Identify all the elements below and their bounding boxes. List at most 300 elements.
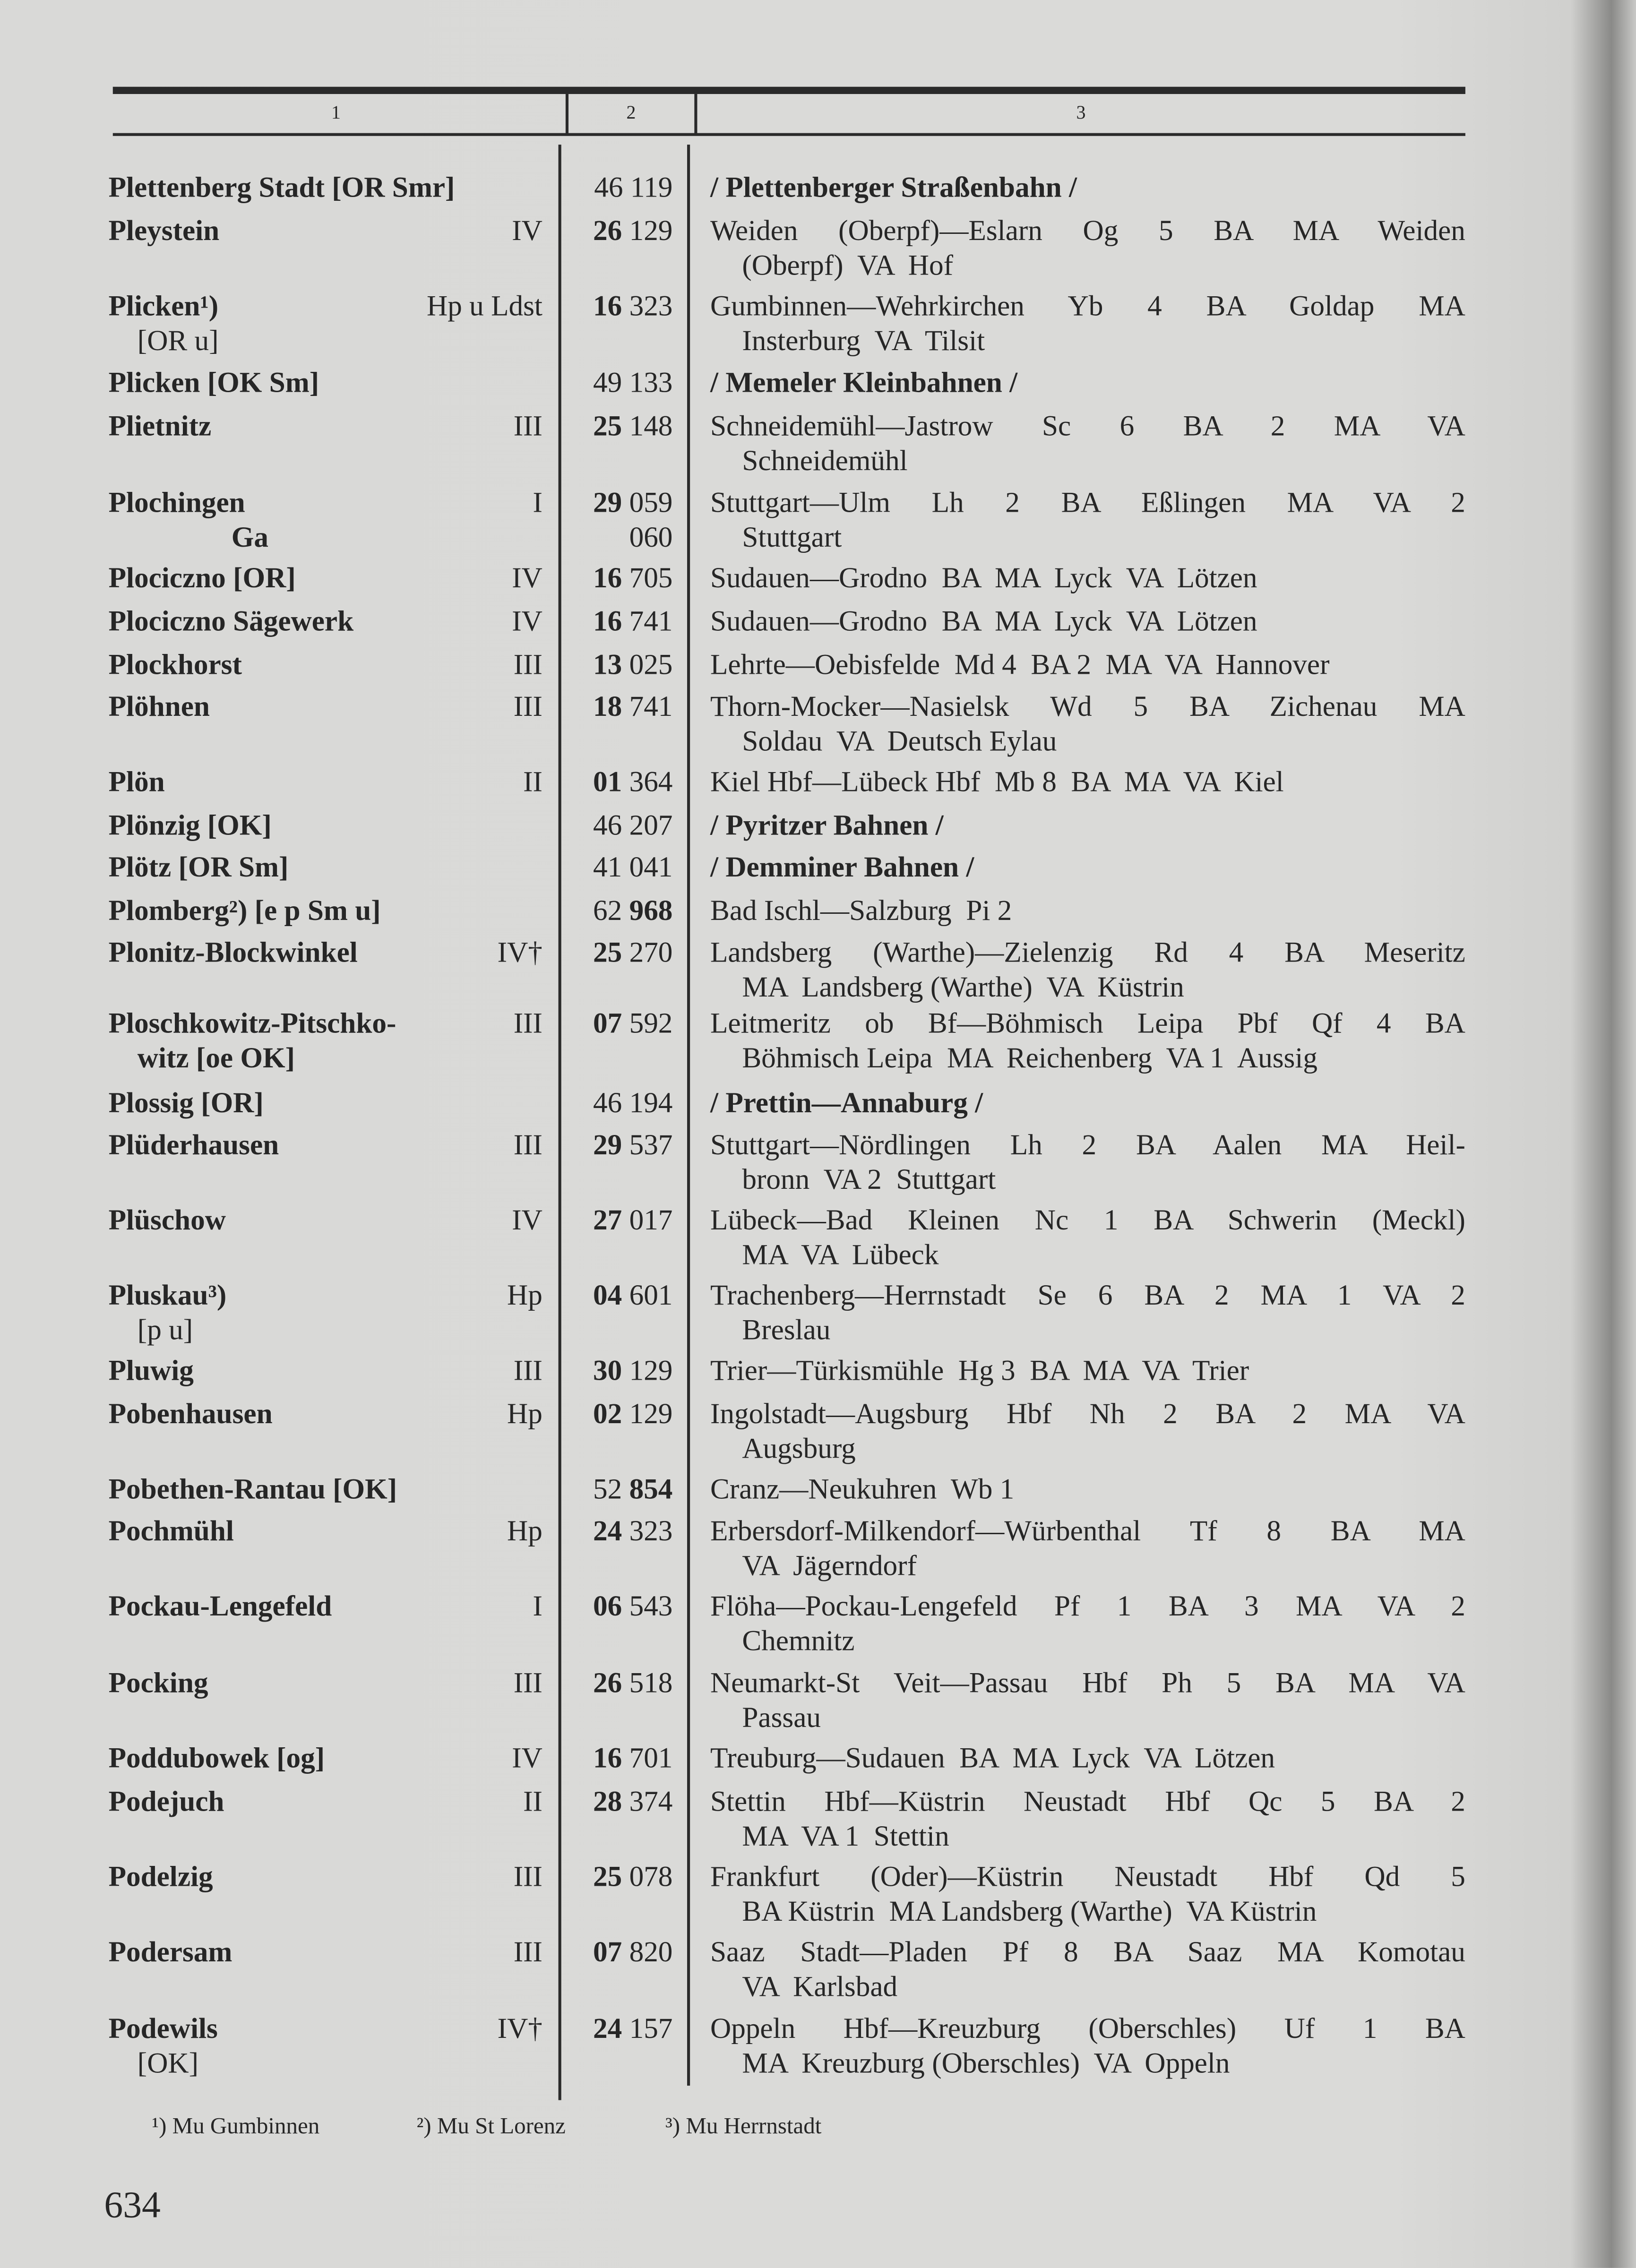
station-class: III xyxy=(513,1936,542,1969)
station-name-line: Plicken [OK Sm] xyxy=(108,367,319,399)
number-suffix: 017 xyxy=(629,1204,673,1237)
route-description-line: Chemnitz xyxy=(742,1625,855,1658)
station-name-line: witz [oe OK] xyxy=(137,1043,295,1075)
route-description xyxy=(710,765,1465,799)
header-bottom-rule xyxy=(113,133,1465,136)
number-suffix: 518 xyxy=(629,1667,673,1700)
route-description-line: Sudauen—Grodno BA MA Lyck VA Lötzen xyxy=(710,562,1257,595)
station-number xyxy=(571,765,672,799)
station-class: III xyxy=(513,1008,542,1040)
station-name-line: Plüderhausen xyxy=(108,1129,279,1162)
number-suffix: 968 xyxy=(629,895,673,928)
route-description-line: / Plettenberger Straßenbahn / xyxy=(710,172,1077,204)
station-class: III xyxy=(513,411,542,443)
route-description xyxy=(710,1279,1465,1348)
route-description xyxy=(710,936,1465,1005)
number-prefix: 29 xyxy=(593,1129,629,1162)
route-description xyxy=(710,1397,1465,1467)
station-name-line: [OR u] xyxy=(137,325,219,358)
station-name-line: Pobethen-Rantau [OK] xyxy=(108,1474,397,1506)
station-number-line xyxy=(571,894,672,928)
station-name xyxy=(109,1514,542,1549)
number-suffix: 323 xyxy=(629,291,673,323)
station-name xyxy=(109,1128,542,1163)
route-description xyxy=(710,409,1465,479)
number-suffix: 820 xyxy=(629,1936,673,1969)
station-number xyxy=(571,1128,672,1163)
station-name xyxy=(109,171,542,205)
station-name xyxy=(109,1472,542,1507)
number-suffix: 129 xyxy=(629,1399,673,1431)
number-prefix: 25 xyxy=(593,1861,629,1893)
route-description-line: / Memeler Kleinbahnen / xyxy=(710,367,1018,399)
station-name-line: Pocking xyxy=(108,1667,208,1700)
route-description-line: BA Küstrin MA Landsberg (Warthe) VA Küstrin xyxy=(742,1896,1317,1928)
number-prefix: 26 xyxy=(593,215,629,248)
column-header-2: 2 xyxy=(626,101,636,123)
station-number xyxy=(571,1742,672,1776)
number-suffix: 194 xyxy=(629,1087,673,1120)
route-description xyxy=(710,850,1465,885)
station-number-line xyxy=(571,1666,672,1701)
number-prefix: 16 xyxy=(593,562,629,595)
station-number xyxy=(571,289,672,324)
number-suffix: 129 xyxy=(629,1355,673,1387)
station-number xyxy=(571,605,672,639)
number-prefix: 18 xyxy=(593,691,629,723)
route-description-line: Frankfurt (Oder)—Küstrin Neustadt Hbf Qd 5 xyxy=(710,1861,1465,1893)
station-class: III xyxy=(513,1861,542,1893)
station-number xyxy=(571,409,672,444)
station-number xyxy=(571,648,672,682)
route-description xyxy=(710,648,1465,682)
station-name-line: [OK] xyxy=(137,2048,199,2080)
station-number-line xyxy=(571,850,672,885)
route-description-line: Insterburg VA Tilsit xyxy=(742,325,985,358)
station-class: III xyxy=(513,691,542,723)
route-description-line: Gumbinnen—Wehrkirchen Yb 4 BA Goldap MA xyxy=(710,291,1465,323)
route-description-line: / Demminer Bahnen / xyxy=(710,851,974,884)
station-name-line: Plietnitz xyxy=(108,411,212,443)
route-description-line: Trier—Türkismühle Hg 3 BA MA VA Trier xyxy=(710,1355,1249,1387)
station-name xyxy=(109,1007,542,1076)
number-prefix: 46 xyxy=(593,1087,629,1120)
station-name xyxy=(109,1860,542,1895)
route-description xyxy=(710,690,1465,759)
number-suffix: 601 xyxy=(629,1280,673,1312)
station-name xyxy=(109,1935,542,1970)
number-suffix: 705 xyxy=(629,562,673,595)
station-number-line xyxy=(571,648,672,682)
station-name-line: Ploschkowitz-Pitschko- xyxy=(108,1008,396,1040)
route-description xyxy=(710,561,1465,596)
column-header-1: 1 xyxy=(331,101,341,123)
station-number xyxy=(571,1397,672,1432)
number-prefix: 25 xyxy=(593,937,629,969)
station-number-line xyxy=(571,2012,672,2046)
station-name-line: Pleystein xyxy=(108,215,220,248)
station-class: II xyxy=(523,766,542,799)
number-prefix: 52 xyxy=(593,1474,629,1506)
station-number-line xyxy=(571,409,672,444)
number-prefix: 04 xyxy=(593,1280,629,1312)
station-name xyxy=(109,2012,542,2081)
station-name xyxy=(109,894,542,928)
station-class: IV† xyxy=(497,2013,542,2045)
route-description xyxy=(710,894,1465,928)
number-suffix: 025 xyxy=(629,649,673,681)
footnote-1: ¹) Mu Gumbinnen xyxy=(152,2114,320,2139)
header-divider-2 xyxy=(694,94,697,135)
route-description xyxy=(710,808,1465,843)
station-number-line xyxy=(571,1935,672,1970)
station-number-line xyxy=(571,1203,672,1238)
station-number-line xyxy=(571,765,672,799)
number-suffix: 323 xyxy=(629,1516,673,1548)
number-suffix: 741 xyxy=(629,691,673,723)
route-description-line: MA VA 1 Stettin xyxy=(742,1821,949,1853)
route-description-line: MA VA Lübeck xyxy=(742,1239,939,1271)
number-prefix: 27 xyxy=(593,1204,629,1237)
station-name xyxy=(109,1742,542,1776)
column-header-3: 3 xyxy=(1076,101,1086,123)
station-name xyxy=(109,690,542,724)
number-suffix: 741 xyxy=(629,606,673,638)
route-description-line: Stuttgart—Ulm Lh 2 BA Eßlingen MA VA 2 xyxy=(710,487,1465,519)
station-number xyxy=(571,366,672,400)
station-number xyxy=(571,936,672,971)
station-number-line xyxy=(571,1860,672,1895)
station-number-line xyxy=(571,1785,672,1819)
number-prefix: 01 xyxy=(593,766,629,799)
station-name-line: Plonitz-Blockwinkel xyxy=(108,937,358,969)
station-name-line: Podejuch xyxy=(108,1786,224,1818)
route-description xyxy=(710,1589,1465,1659)
route-description xyxy=(710,214,1465,284)
route-description xyxy=(710,1785,1465,1854)
station-number-line xyxy=(571,936,672,971)
route-description xyxy=(710,486,1465,556)
station-name-line: Plomberg²) [e p Sm u] xyxy=(108,895,381,928)
station-name-line: Pochmühl xyxy=(108,1516,234,1548)
header-divider-1 xyxy=(566,94,568,135)
route-description-line: Trachenberg—Herrnstadt Se 6 BA 2 MA 1 VA 2 xyxy=(710,1280,1465,1312)
station-number xyxy=(571,1007,672,1041)
route-description-line: Neumarkt-St Veit—Passau Hbf Ph 5 BA MA VA xyxy=(710,1667,1465,1700)
station-number-line xyxy=(571,366,672,400)
station-number-line xyxy=(571,1589,672,1624)
route-description-line: Leitmeritz ob Bf—Böhmisch Leipa Pbf Qf 4 BA xyxy=(710,1008,1465,1040)
route-description xyxy=(710,1354,1465,1388)
station-name xyxy=(109,1785,542,1819)
route-description xyxy=(710,289,1465,359)
number-suffix: 129 xyxy=(629,215,673,248)
station-name-line: Podelzig xyxy=(108,1861,213,1893)
route-description-line: Ingolstadt—Augsburg Hbf Nh 2 BA 2 MA VA xyxy=(710,1399,1465,1431)
station-number-line xyxy=(571,1354,672,1388)
station-name xyxy=(109,409,542,444)
station-number xyxy=(571,1472,672,1507)
station-number xyxy=(571,894,672,928)
route-description-line: Lehrte—Oebisfelde Md 4 BA 2 MA VA Hannover xyxy=(710,649,1330,681)
station-name xyxy=(109,1279,542,1348)
station-class: I xyxy=(533,487,542,519)
route-description-line: Passau xyxy=(742,1702,821,1735)
route-description xyxy=(710,2012,1465,2081)
station-number-line xyxy=(571,1514,672,1549)
route-description-line: Saaz Stadt—Pladen Pf 8 BA Saaz MA Komotau xyxy=(710,1936,1465,1969)
station-number xyxy=(571,1514,672,1549)
number-suffix: 543 xyxy=(629,1591,673,1623)
number-prefix: 02 xyxy=(593,1399,629,1431)
number-prefix: 16 xyxy=(593,291,629,323)
route-description xyxy=(710,1007,1465,1076)
number-suffix: 854 xyxy=(629,1474,673,1506)
number-suffix: 207 xyxy=(629,810,673,842)
route-description-line: Treuburg—Sudauen BA MA Lyck VA Lötzen xyxy=(710,1743,1275,1775)
station-number xyxy=(571,1589,672,1624)
station-number xyxy=(571,1086,672,1121)
number-prefix: 16 xyxy=(593,606,629,638)
route-description xyxy=(710,1666,1465,1735)
route-description xyxy=(710,1128,1465,1198)
route-description-line: Soldau VA Deutsch Eylau xyxy=(742,726,1057,758)
station-name-line: Podersam xyxy=(108,1936,232,1969)
route-description xyxy=(710,366,1465,400)
number-prefix: 07 xyxy=(593,1936,629,1969)
number-suffix: 133 xyxy=(629,367,673,399)
route-description-line: Landsberg (Warthe)—Zielenzig Rd 4 BA Meseritz xyxy=(710,937,1465,969)
station-number xyxy=(571,1203,672,1238)
station-class: III xyxy=(513,1129,542,1162)
station-name xyxy=(109,808,542,843)
route-description-line: Breslau xyxy=(742,1314,831,1347)
station-class: Hp xyxy=(507,1399,542,1431)
station-class: III xyxy=(513,1667,542,1700)
number-prefix: 24 xyxy=(593,2013,629,2045)
station-name xyxy=(109,486,542,556)
station-class: Hp xyxy=(507,1280,542,1312)
number-prefix: 28 xyxy=(593,1786,629,1818)
station-number-line xyxy=(571,808,672,843)
footnote-3: ³) Mu Herrnstadt xyxy=(665,2114,822,2139)
station-name-line: Plön xyxy=(108,766,165,799)
number-prefix: 07 xyxy=(593,1008,629,1040)
number-suffix: 270 xyxy=(629,937,673,969)
number-prefix: 16 xyxy=(593,1743,629,1775)
station-name xyxy=(109,936,542,971)
station-name-line: Plönzig [OK] xyxy=(108,810,272,842)
number-prefix: 49 xyxy=(593,367,629,399)
route-description-line: Lübeck—Bad Kleinen Nc 1 BA Schwerin (Meckl) xyxy=(710,1204,1465,1237)
number-suffix: 364 xyxy=(629,766,673,799)
station-name xyxy=(109,1354,542,1388)
station-name xyxy=(109,605,542,639)
number-suffix: 701 xyxy=(629,1743,673,1775)
station-name xyxy=(109,1086,542,1121)
station-name-line: Poddubowek [og] xyxy=(108,1743,325,1775)
route-description xyxy=(710,1742,1465,1776)
station-class: III xyxy=(513,1355,542,1387)
route-description xyxy=(710,1472,1465,1507)
route-description-line: Erbersdorf-Milkendorf—Würbenthal Tf 8 BA MA xyxy=(710,1516,1465,1548)
station-name xyxy=(109,765,542,799)
number-prefix: 13 xyxy=(593,649,629,681)
station-class: II xyxy=(523,1786,542,1818)
station-number xyxy=(571,1354,672,1388)
column-divider-1 xyxy=(559,145,561,2100)
header-top-rule xyxy=(113,87,1465,94)
station-number-line xyxy=(571,605,672,639)
number-suffix: 041 xyxy=(629,851,673,884)
station-number-line xyxy=(571,1742,672,1776)
route-description xyxy=(710,1935,1465,2005)
number-prefix: 26 xyxy=(593,1667,629,1700)
station-number-line xyxy=(571,1279,672,1313)
station-name-line: Plociczno [OR] xyxy=(108,562,296,595)
station-number-line: 060 xyxy=(629,522,673,554)
station-name-line: Plossig [OR] xyxy=(108,1087,264,1120)
station-number-line xyxy=(571,214,672,249)
station-class: IV xyxy=(512,562,542,595)
station-number xyxy=(571,171,672,205)
number-prefix: 06 xyxy=(593,1591,629,1623)
number-suffix: 157 xyxy=(629,2013,673,2045)
station-name-line: Pluskau³) xyxy=(108,1280,227,1312)
station-number xyxy=(571,561,672,596)
station-name-line: Plicken¹) xyxy=(108,291,219,323)
route-description-line: / Prettin—Annaburg / xyxy=(710,1087,983,1120)
route-description xyxy=(710,171,1465,205)
number-prefix: 25 xyxy=(593,411,629,443)
number-suffix: 537 xyxy=(629,1129,673,1162)
station-name-line: Plochingen xyxy=(108,487,245,519)
station-number-line xyxy=(571,171,672,205)
number-prefix: 62 xyxy=(593,895,629,928)
station-name-line: Plöhnen xyxy=(108,691,210,723)
route-description-line: Oppeln Hbf—Kreuzburg (Oberschles) Uf 1 BA xyxy=(710,2013,1465,2045)
station-name xyxy=(109,1589,542,1624)
route-description-line: Sudauen—Grodno BA MA Lyck VA Lötzen xyxy=(710,606,1257,638)
station-name-line: Plüschow xyxy=(108,1204,226,1237)
footnote-2: ²) Mu St Lorenz xyxy=(416,2114,566,2139)
station-name xyxy=(109,1666,542,1701)
station-name xyxy=(109,366,542,400)
route-description-line: Stuttgart xyxy=(742,522,842,554)
station-name-line: Podewils xyxy=(108,2013,218,2045)
station-name-line: Plötz [OR Sm] xyxy=(108,851,289,884)
station-number-line xyxy=(571,690,672,724)
station-name-line: Plociczno Sägewerk xyxy=(108,606,354,638)
number-suffix: 148 xyxy=(629,411,673,443)
station-name xyxy=(109,648,542,682)
route-description-line: Cranz—Neukuhren Wb 1 xyxy=(710,1474,1015,1506)
station-number xyxy=(571,486,672,556)
station-class: IV† xyxy=(497,937,542,969)
station-class: I xyxy=(533,1591,542,1623)
station-number-line xyxy=(571,1007,672,1041)
station-class: IV xyxy=(512,215,542,248)
station-number xyxy=(571,214,672,249)
station-number-line xyxy=(571,1128,672,1163)
station-name-line: Pobenhausen xyxy=(108,1399,273,1431)
number-prefix: 46 xyxy=(594,172,630,204)
route-description-line: MA Landsberg (Warthe) VA Küstrin xyxy=(742,972,1184,1004)
number-prefix: 46 xyxy=(593,810,629,842)
route-description-line: Böhmisch Leipa MA Reichenberg VA 1 Aussig xyxy=(742,1043,1317,1075)
route-description xyxy=(710,1203,1465,1273)
route-description-line: / Pyritzer Bahnen / xyxy=(710,810,944,842)
station-name-line: Plettenberg Stadt [OR Smr] xyxy=(108,172,455,204)
route-description-line: Kiel Hbf—Lübeck Hbf Mb 8 BA MA VA Kiel xyxy=(710,766,1284,799)
station-number xyxy=(571,1860,672,1895)
station-number xyxy=(571,1666,672,1701)
number-suffix: 119 xyxy=(630,172,673,204)
page-number: 634 xyxy=(104,2184,161,2226)
station-name xyxy=(109,1397,542,1432)
number-suffix: 078 xyxy=(629,1861,673,1893)
route-description xyxy=(710,1514,1465,1584)
station-name-line: Pockau-Lengefeld xyxy=(108,1591,332,1623)
station-number xyxy=(571,2012,672,2046)
station-class: Hp xyxy=(507,1516,542,1548)
station-name-line: Plockhorst xyxy=(108,649,242,681)
station-class: IV xyxy=(512,606,542,638)
route-description xyxy=(710,605,1465,639)
station-number xyxy=(571,808,672,843)
route-description-line: (Oberpf) VA Hof xyxy=(742,250,954,282)
station-class: IV xyxy=(512,1204,542,1237)
route-description xyxy=(710,1860,1465,1930)
station-number xyxy=(571,690,672,724)
number-suffix: 374 xyxy=(629,1786,673,1818)
route-description-line: Bad Ischl—Salzburg Pi 2 xyxy=(710,895,1012,928)
number-suffix: 059 xyxy=(629,487,673,519)
station-number xyxy=(571,1785,672,1819)
station-name xyxy=(109,1203,542,1238)
route-description-line: Thorn-Mocker—Nasielsk Wd 5 BA Zichenau MA xyxy=(710,691,1465,723)
number-prefix: 41 xyxy=(593,851,629,884)
route-description-line: VA Jägerndorf xyxy=(742,1550,917,1582)
route-description-line: Schneidemühl—Jastrow Sc 6 BA 2 MA VA xyxy=(710,411,1465,443)
station-name xyxy=(109,214,542,249)
column-divider-2 xyxy=(687,145,690,2086)
route-description-line: VA Karlsbad xyxy=(742,1971,898,2003)
route-description-line: Weiden (Oberpf)—Eslarn Og 5 BA MA Weiden xyxy=(710,215,1465,248)
number-suffix: 592 xyxy=(629,1008,673,1040)
station-name-line: Pluwig xyxy=(108,1355,194,1387)
route-description-line: Augsburg xyxy=(742,1433,856,1465)
station-number xyxy=(571,850,672,885)
route-description-line: Flöha—Pockau-Lengefeld Pf 1 BA 3 MA VA 2 xyxy=(710,1591,1465,1623)
route-description-line: Stettin Hbf—Küstrin Neustadt Hbf Qc 5 BA 2 xyxy=(710,1786,1465,1818)
station-number xyxy=(571,1279,672,1313)
route-description xyxy=(710,1086,1465,1121)
station-class: Hp u Ldst xyxy=(427,291,542,323)
route-description-line: MA Kreuzburg (Oberschles) VA Oppeln xyxy=(742,2048,1230,2080)
station-class: III xyxy=(513,649,542,681)
number-prefix: 30 xyxy=(593,1355,629,1387)
station-number xyxy=(571,1935,672,1970)
station-class: IV xyxy=(512,1743,542,1775)
route-description-line: Stuttgart—Nördlingen Lh 2 BA Aalen MA Heil- xyxy=(710,1129,1465,1162)
station-number-line xyxy=(571,486,672,521)
station-number-line xyxy=(571,289,672,324)
number-prefix: 29 xyxy=(593,487,629,519)
station-name-line: [p u] xyxy=(137,1314,193,1347)
station-name xyxy=(109,561,542,596)
station-number-line xyxy=(571,561,672,596)
